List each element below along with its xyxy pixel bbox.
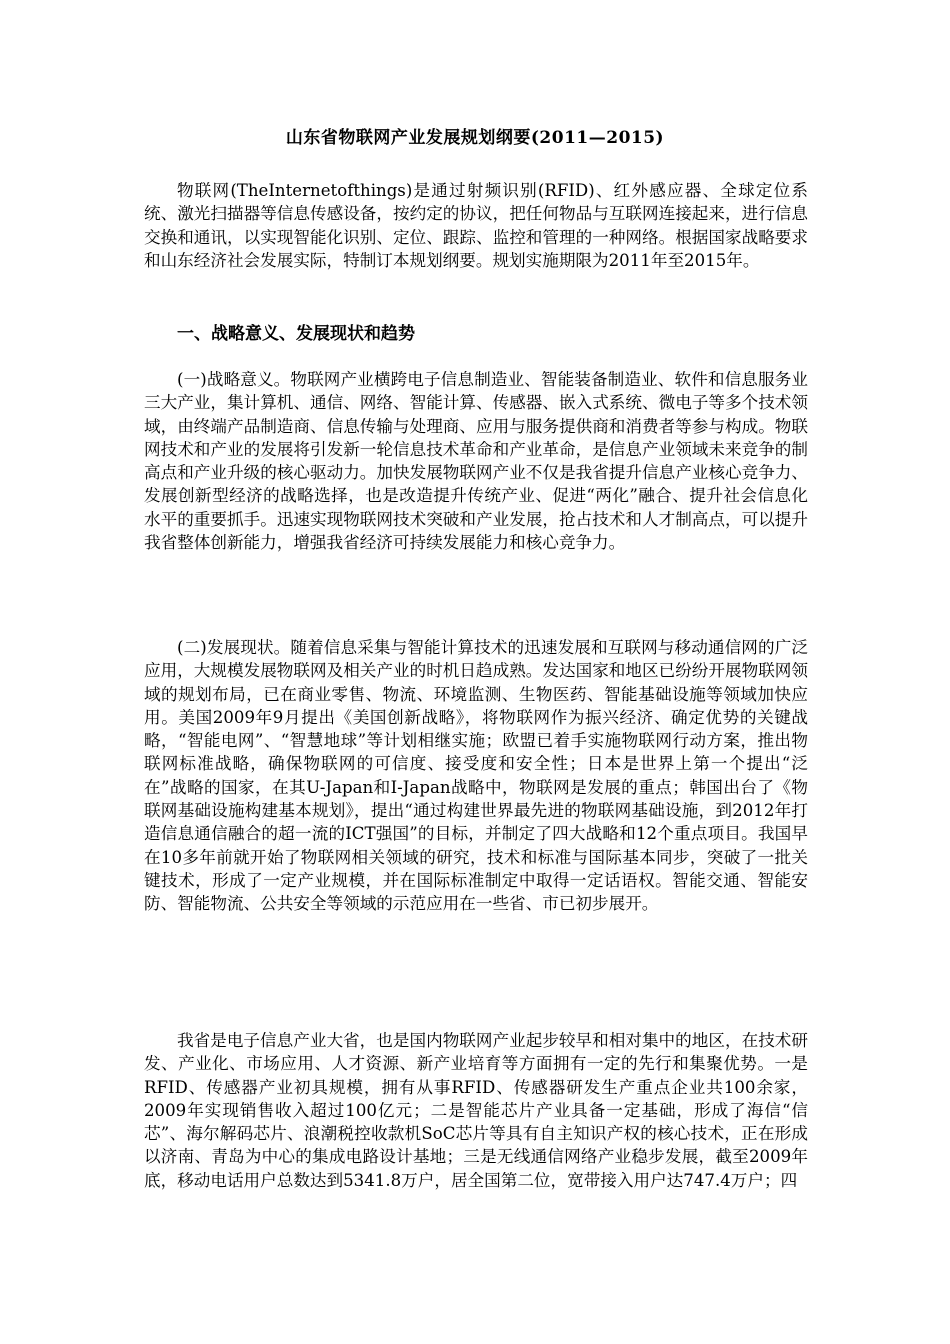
strategic-significance-paragraph: (一)战略意义。物联网产业横跨电子信息制造业、智能装备制造业、软件和信息服务业三大产业，集计算机、通信、网络、智能计算、传感器、嵌入式系统、微电子等多个技术领域，由终端产品制造商、信息传输与处理商、应用与服务提供商和消费者等参与构成。物联网技术和产业的发展将引发新一轮信息技术革命和产业革命，是信息产业领域未来竞争的制高点和产业升级的核心驱动力。加快发展物联网产业不仅是我省提升信息产业核心竞争力、发展创新型经济的战略选择，也是改造提升传统产业、促进“两化”融合、提升社会信息化水平的重要抓手。迅速实现物联网技术突破和产业发展，抢占技术和人才制高点，可以提升我省整体创新能力，增强我省经济可持续发展能力和核心竞争力。 (144, 370, 808, 553)
section-heading: 一、战略意义、发展现状和趋势 (177, 324, 415, 344)
document-title: 山东省物联网产业发展规划纲要(2011—2015) (285, 128, 665, 148)
intro-paragraph: 物联网(TheInternetofthings)是通过射频识别(RFID)、红外感应器、全球定位系统、激光扫描器等信息传感设备，按约定的协议，把任何物品与互联网连接起来，进行信息交换和通讯，以实现智能化识别、定位、跟踪、监控和管理的一种网络。根据国家战略要求和山东经济社会发展实际，特制订本规划纲要。规划实施期限为2011年至2015年。 (144, 181, 808, 270)
province-advantage-paragraph: 我省是电子信息产业大省，也是国内物联网产业起步较早和相对集中的地区，在技术研发、产业化、市场应用、人才资源、新产业培育等方面拥有一定的先行和集聚优势。一是RFID、传感器产业初具规模，拥有从事RFID、传感器研发生产重点企业共100余家，2009年实现销售收入超过100亿元；二是智能芯片产业具备一定基础，形成了海信“信芯”、海尔解码芯片、浪潮税控收款机SoC芯片等具有自主知识产权的核心技术，正在形成以济南、青岛为中心的集成电路设计基地；三是无线通信网络产业稳步发展，截至2009年底，移动电话用户总数达到5341.8万户，居全国第二位，宽带接入用户达747.4万户；四 (144, 1031, 808, 1190)
development-status-paragraph: (二)发展现状。随着信息采集与智能计算技术的迅速发展和互联网与移动通信网的广泛应用，大规模发展物联网及相关产业的时机日趋成熟。发达国家和地区已纷纷开展物联网领域的规划布局，已在商业零售、物流、环境监测、生物医药、智能基础设施等领域加快应用。美国2009年9月提出《美国创新战略》，将物联网作为振兴经济、确定优势的关键战略，“智能电网”、“智慧地球”等计划相继实施；欧盟已着手实施物联网行动方案，推出物联网标准战略，确保物联网的可信度、接受度和安全性；日本是世界上第一个提出“泛在”战略的国家，在其U-Japan和I-Japan战略中，物联网是发展的重点；韩国出台了《物联网基础设施构建基本规划》，提出“通过构建世界最先进的物联网基础设施，到2012年打造信息通信融合的超一流的ICT强国”的目标，并制定了四大战略和12个重点项目。我国早在10多年前就开始了物联网相关领域的研究，技术和标准与国际基本同步，突破了一批关键技术，形成了一定产业规模，并在国际标准制定中取得一定话语权。智能交通、智能安防、智能物流、公共安全等领域的示范应用在一些省、市已初步展开。 (144, 638, 808, 914)
